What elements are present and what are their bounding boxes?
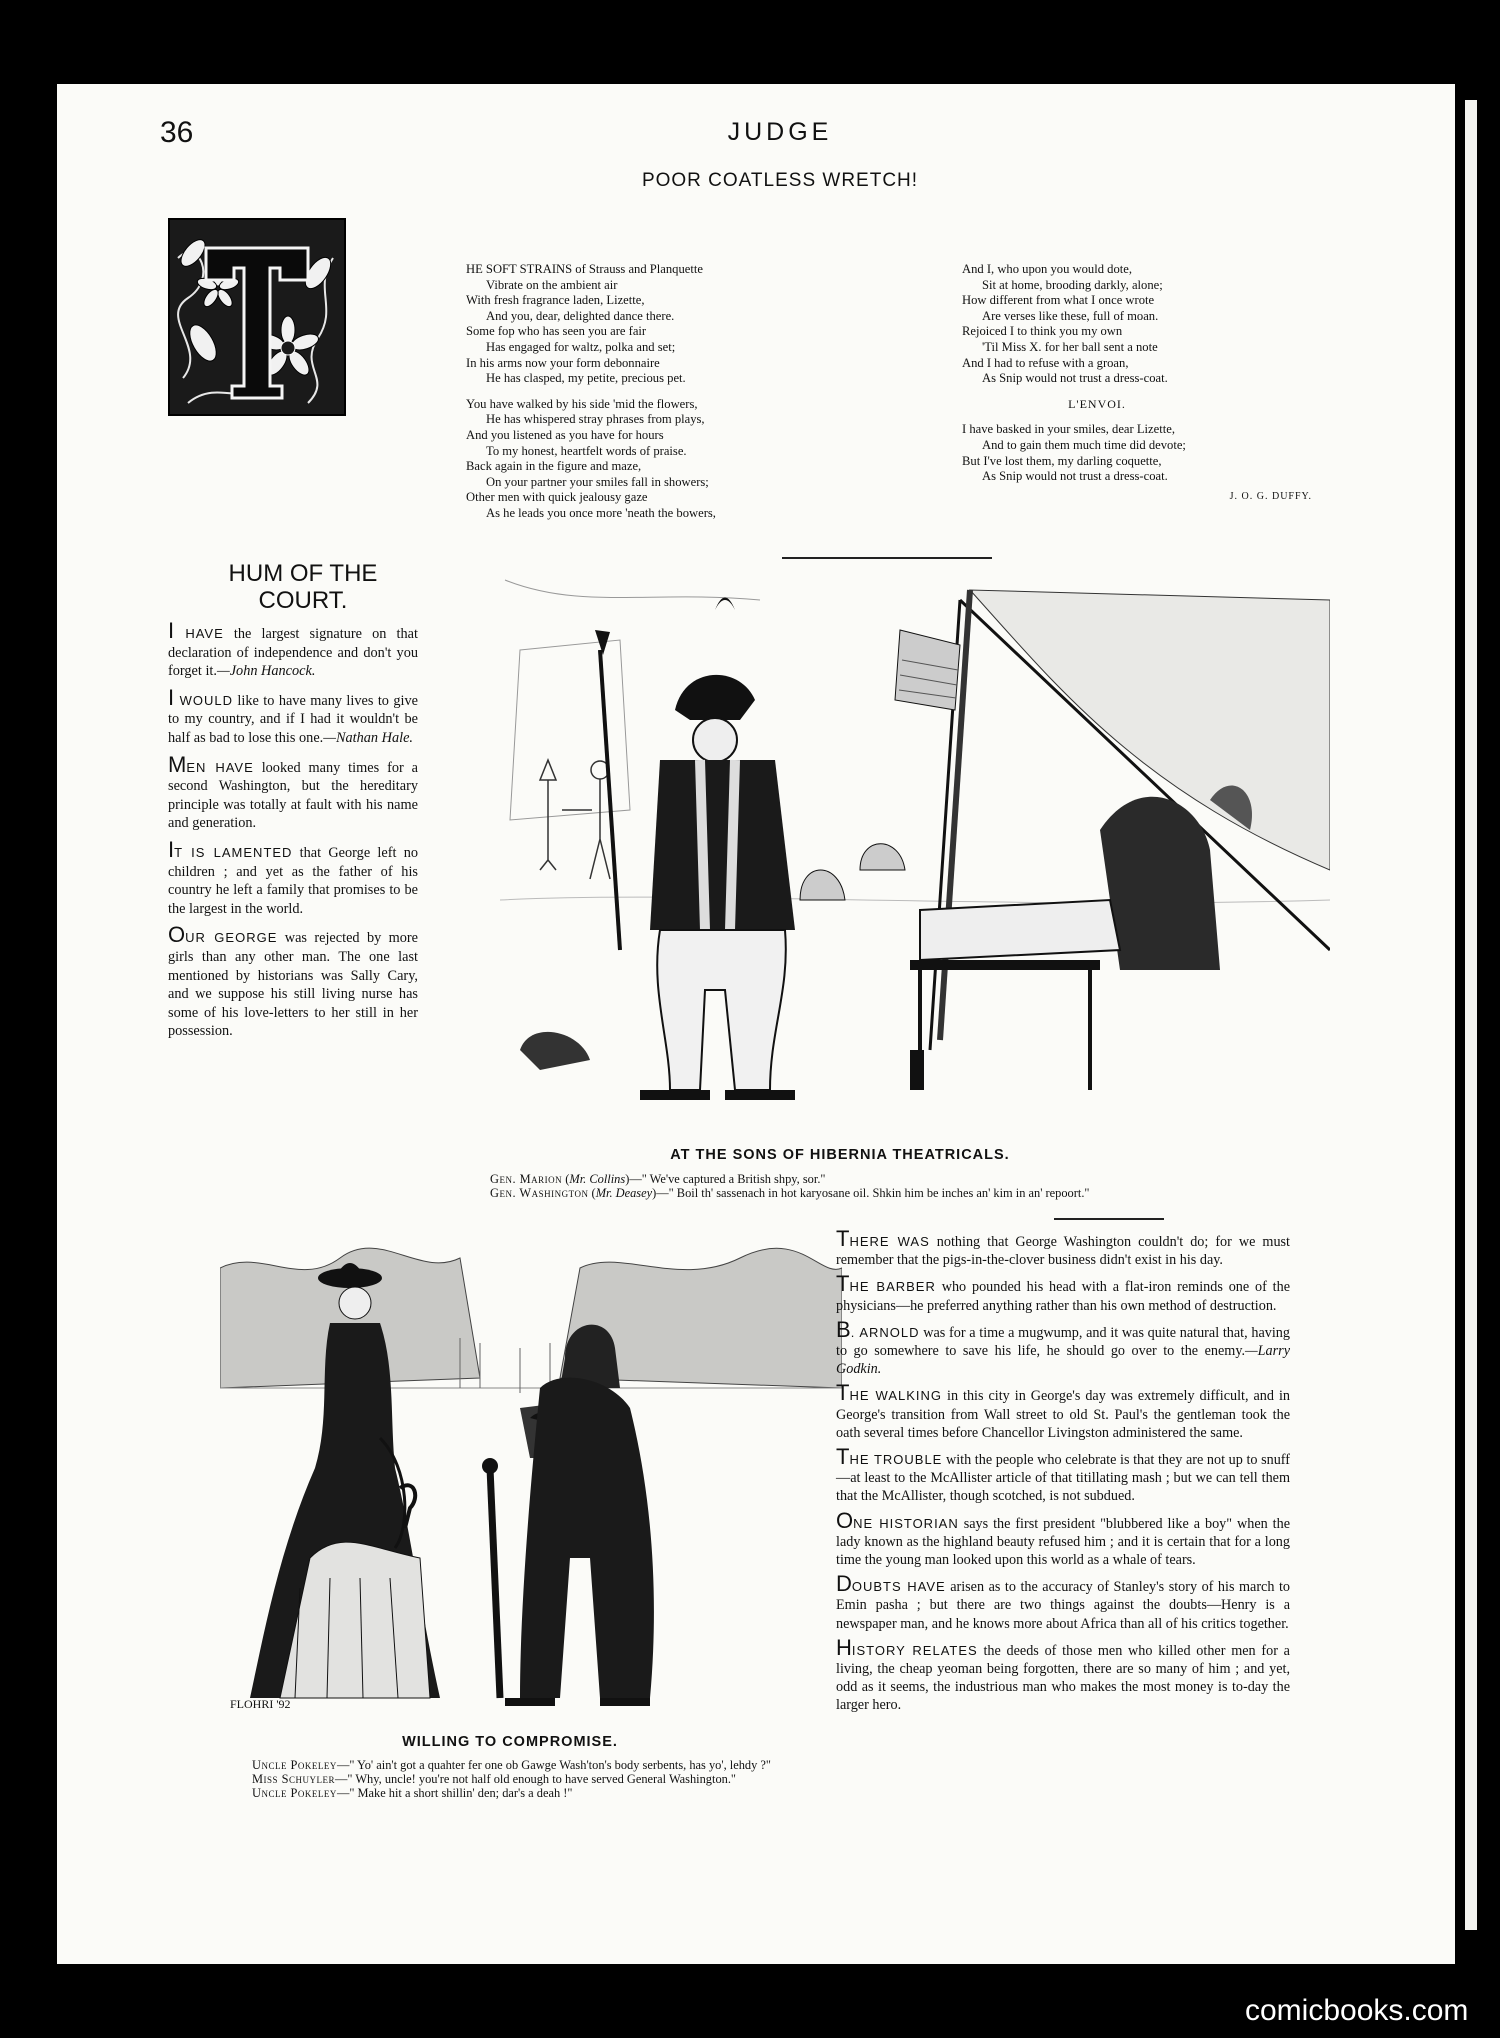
poem-title: POOR COATLESS WRETCH!: [641, 170, 919, 191]
verse-line: 'Til Miss X. for her ball sent a note: [982, 339, 1158, 354]
divider-rule: [782, 557, 992, 559]
paragraph: I HAVE the largest signature on that declaration of independence and don't you forget it.—John Hancock.: [168, 618, 418, 680]
section-heading: HUM OF THE COURT.: [228, 560, 378, 614]
dialog-line: Miss Schuyler—" Why, uncle! you're not half old enough to have served General Washington.": [252, 1772, 736, 1786]
verse-line: He has clasped, my petite, precious pet.: [486, 371, 686, 386]
paragraph: B. ARNOLD was for a time a mugwump, and it was quite natural that, having to go somewhere to save his life, he should go over to the enemy.—Larry Godkin.: [836, 1316, 1290, 1378]
verse-line: Has engaged for waltz, polka and set;: [486, 339, 676, 354]
verse-line: He has whispered stray phrases from plays,: [486, 412, 705, 427]
cartoon-dialog: [222, 1758, 832, 1800]
verse-line: Other men with quick jealousy gaze: [466, 490, 648, 505]
verse-line: As Snip would not trust a dress-coat.: [982, 469, 1168, 484]
poem-column-right: [962, 262, 1312, 504]
verse-line: You have walked by his side 'mid the flowers,: [466, 396, 698, 411]
verse-line: In his arms now your form debonnaire: [466, 355, 660, 370]
verse-line: And you, dear, delighted dance there.: [486, 308, 675, 323]
verse-line: As he leads you once more 'neath the bowers,: [486, 505, 716, 520]
verse-line: But I've lost them, my darling coquette,: [962, 453, 1162, 468]
cartoon-dialog: [490, 1172, 1370, 1200]
verse-line: How different from what I once wrote: [962, 293, 1155, 308]
paragraph: HISTORY RELATES the deeds of those men who killed other men for a living, the cheap yeoman being forgotten, there are so many of him ; and yet, odd as it seems, the industrious man who makes the most money is to-day the larger hero.: [836, 1634, 1290, 1714]
verse-line: Rejoiced I to think you my own: [962, 324, 1123, 339]
verse-line: And you listened as you have for hours: [466, 427, 664, 442]
paragraph: ONE HISTORIAN says the first president "blubbered like a boy" when the lady known as the highland beauty refused him ; and it is certain that for a long time the young man looked upon this world as a whale of tears.: [836, 1507, 1291, 1569]
verse-line: Some fop who has seen you are fair: [466, 324, 647, 339]
dialog-line: Uncle Pokeley—" Yo' ain't got a quahter fer one ob Gawge Wash'ton's body serbents, has yo', lehdy ?": [252, 1758, 771, 1772]
divider-rule: [1054, 1218, 1164, 1220]
paragraph: OUR GEORGE was rejected by more girls than any other man. The one last mentioned by historians was Sally Cary, and we suppose his still living nurse has some of his love-letters to her still in her possession.: [168, 922, 418, 1040]
verse-line: To my honest, heartfelt words of praise.: [486, 443, 687, 458]
cartoon-caption: AT THE SONS OF HIBERNIA THEATRICALS.: [670, 1147, 1010, 1163]
paragraph: I WOULD like to have many lives to give to my country, and if I had it wouldn't be half as bad to lose this one.—Nathan Hale.: [168, 684, 418, 746]
envoi-title: L'ENVOI.: [1068, 396, 1126, 411]
dialog-line: Uncle Pokeley—" Make hit a short shillin' den; dar's a deah !": [252, 1786, 573, 1800]
poem-signature: J. O. G. DUFFY.: [1229, 490, 1312, 502]
dialog-line: Gen. Marion (Mr. Collins)—" We've captured a British shpy, sor.": [490, 1172, 826, 1186]
verse-line: As Snip would not trust a dress-coat.: [982, 371, 1168, 386]
paragraph: THERE WAS nothing that George Washington couldn't do; for we must remember that the pigs-in-the-clover business didn't exist in his day.: [836, 1226, 1291, 1269]
willing-to-compromise-cartoon: [220, 1228, 842, 1724]
verse-line: I have basked in your smiles, dear Lizette,: [962, 422, 1175, 437]
verse-line: On your partner your smiles fall in showers;: [486, 474, 709, 489]
poem-first-line: HE SOFT STRAINS of Strauss and Planquette: [466, 262, 703, 276]
verse-line: And I had to refuse with a groan,: [962, 355, 1129, 370]
ornamental-dropcap: [168, 218, 346, 416]
page-number: 36: [160, 116, 194, 149]
masthead: JUDGE: [727, 118, 833, 146]
sons-of-hibernia-cartoon: [500, 570, 1330, 1130]
paragraph: THE BARBER who pounded his head with a flat-iron reminds one of the physicians—he preferred anything rather than his own method of destruction.: [836, 1271, 1290, 1314]
verse-line: Are verses like these, full of moan.: [982, 308, 1159, 323]
washington-jokes-column: [836, 1226, 1291, 1723]
dialog-line: Gen. Washington (Mr. Deasey)—" Boil th' sassenach in hot karyosane oil. Shkin him be inches an' kim in an' repoort.": [490, 1186, 1090, 1200]
paragraph: DOUBTS HAVE arisen as to the accuracy of Stanley's story of his march to Emin pasha ; but there are two things against the doubts—Henry is a newspaper man, and he knows more about Africa than all of his critics together.: [836, 1571, 1290, 1632]
paragraph: IT IS LAMENTED that George left no children ; and yet as the father of his country he left a family that promises to be the largest in the world.: [168, 836, 418, 917]
verse-line: With fresh fragrance laden, Lizette,: [466, 293, 645, 308]
verse-line: Back again in the figure and maze,: [466, 459, 642, 474]
site-watermark: comicbooks.com: [1245, 1994, 1469, 2027]
hum-of-the-court-column: [168, 560, 418, 1051]
paragraph: THE TROUBLE with the people who celebrate is that they are not up to snuff—at least to the McAllister article of that titillating mash ; but we can tell them that the McAllister, though scotched, is not subdued.: [836, 1444, 1290, 1505]
poem-column-left: [466, 262, 866, 522]
verse-line: And I, who upon you would dote,: [962, 262, 1133, 276]
verse-line: Vibrate on the ambient air: [486, 277, 618, 292]
verse-line: And to gain them much time did devote;: [982, 437, 1186, 452]
paragraph: THE WALKING in this city in George's day was extremely difficult, and in George's transition from Wall street to old St. Paul's the gentleman took the oath several times before Chancellor Livingston administered the same.: [836, 1380, 1290, 1441]
adjacent-page-edge: [1465, 100, 1477, 1930]
verse-line: Sit at home, brooding darkly, alone;: [982, 277, 1163, 292]
cartoon-caption: WILLING TO COMPROMISE.: [402, 1734, 618, 1750]
artist-signature: FLOHRI '92: [230, 1697, 291, 1711]
paragraph: MEN HAVE looked many times for a second Washington, but the hereditary principle was totally at fault with his name and generation.: [168, 751, 418, 832]
